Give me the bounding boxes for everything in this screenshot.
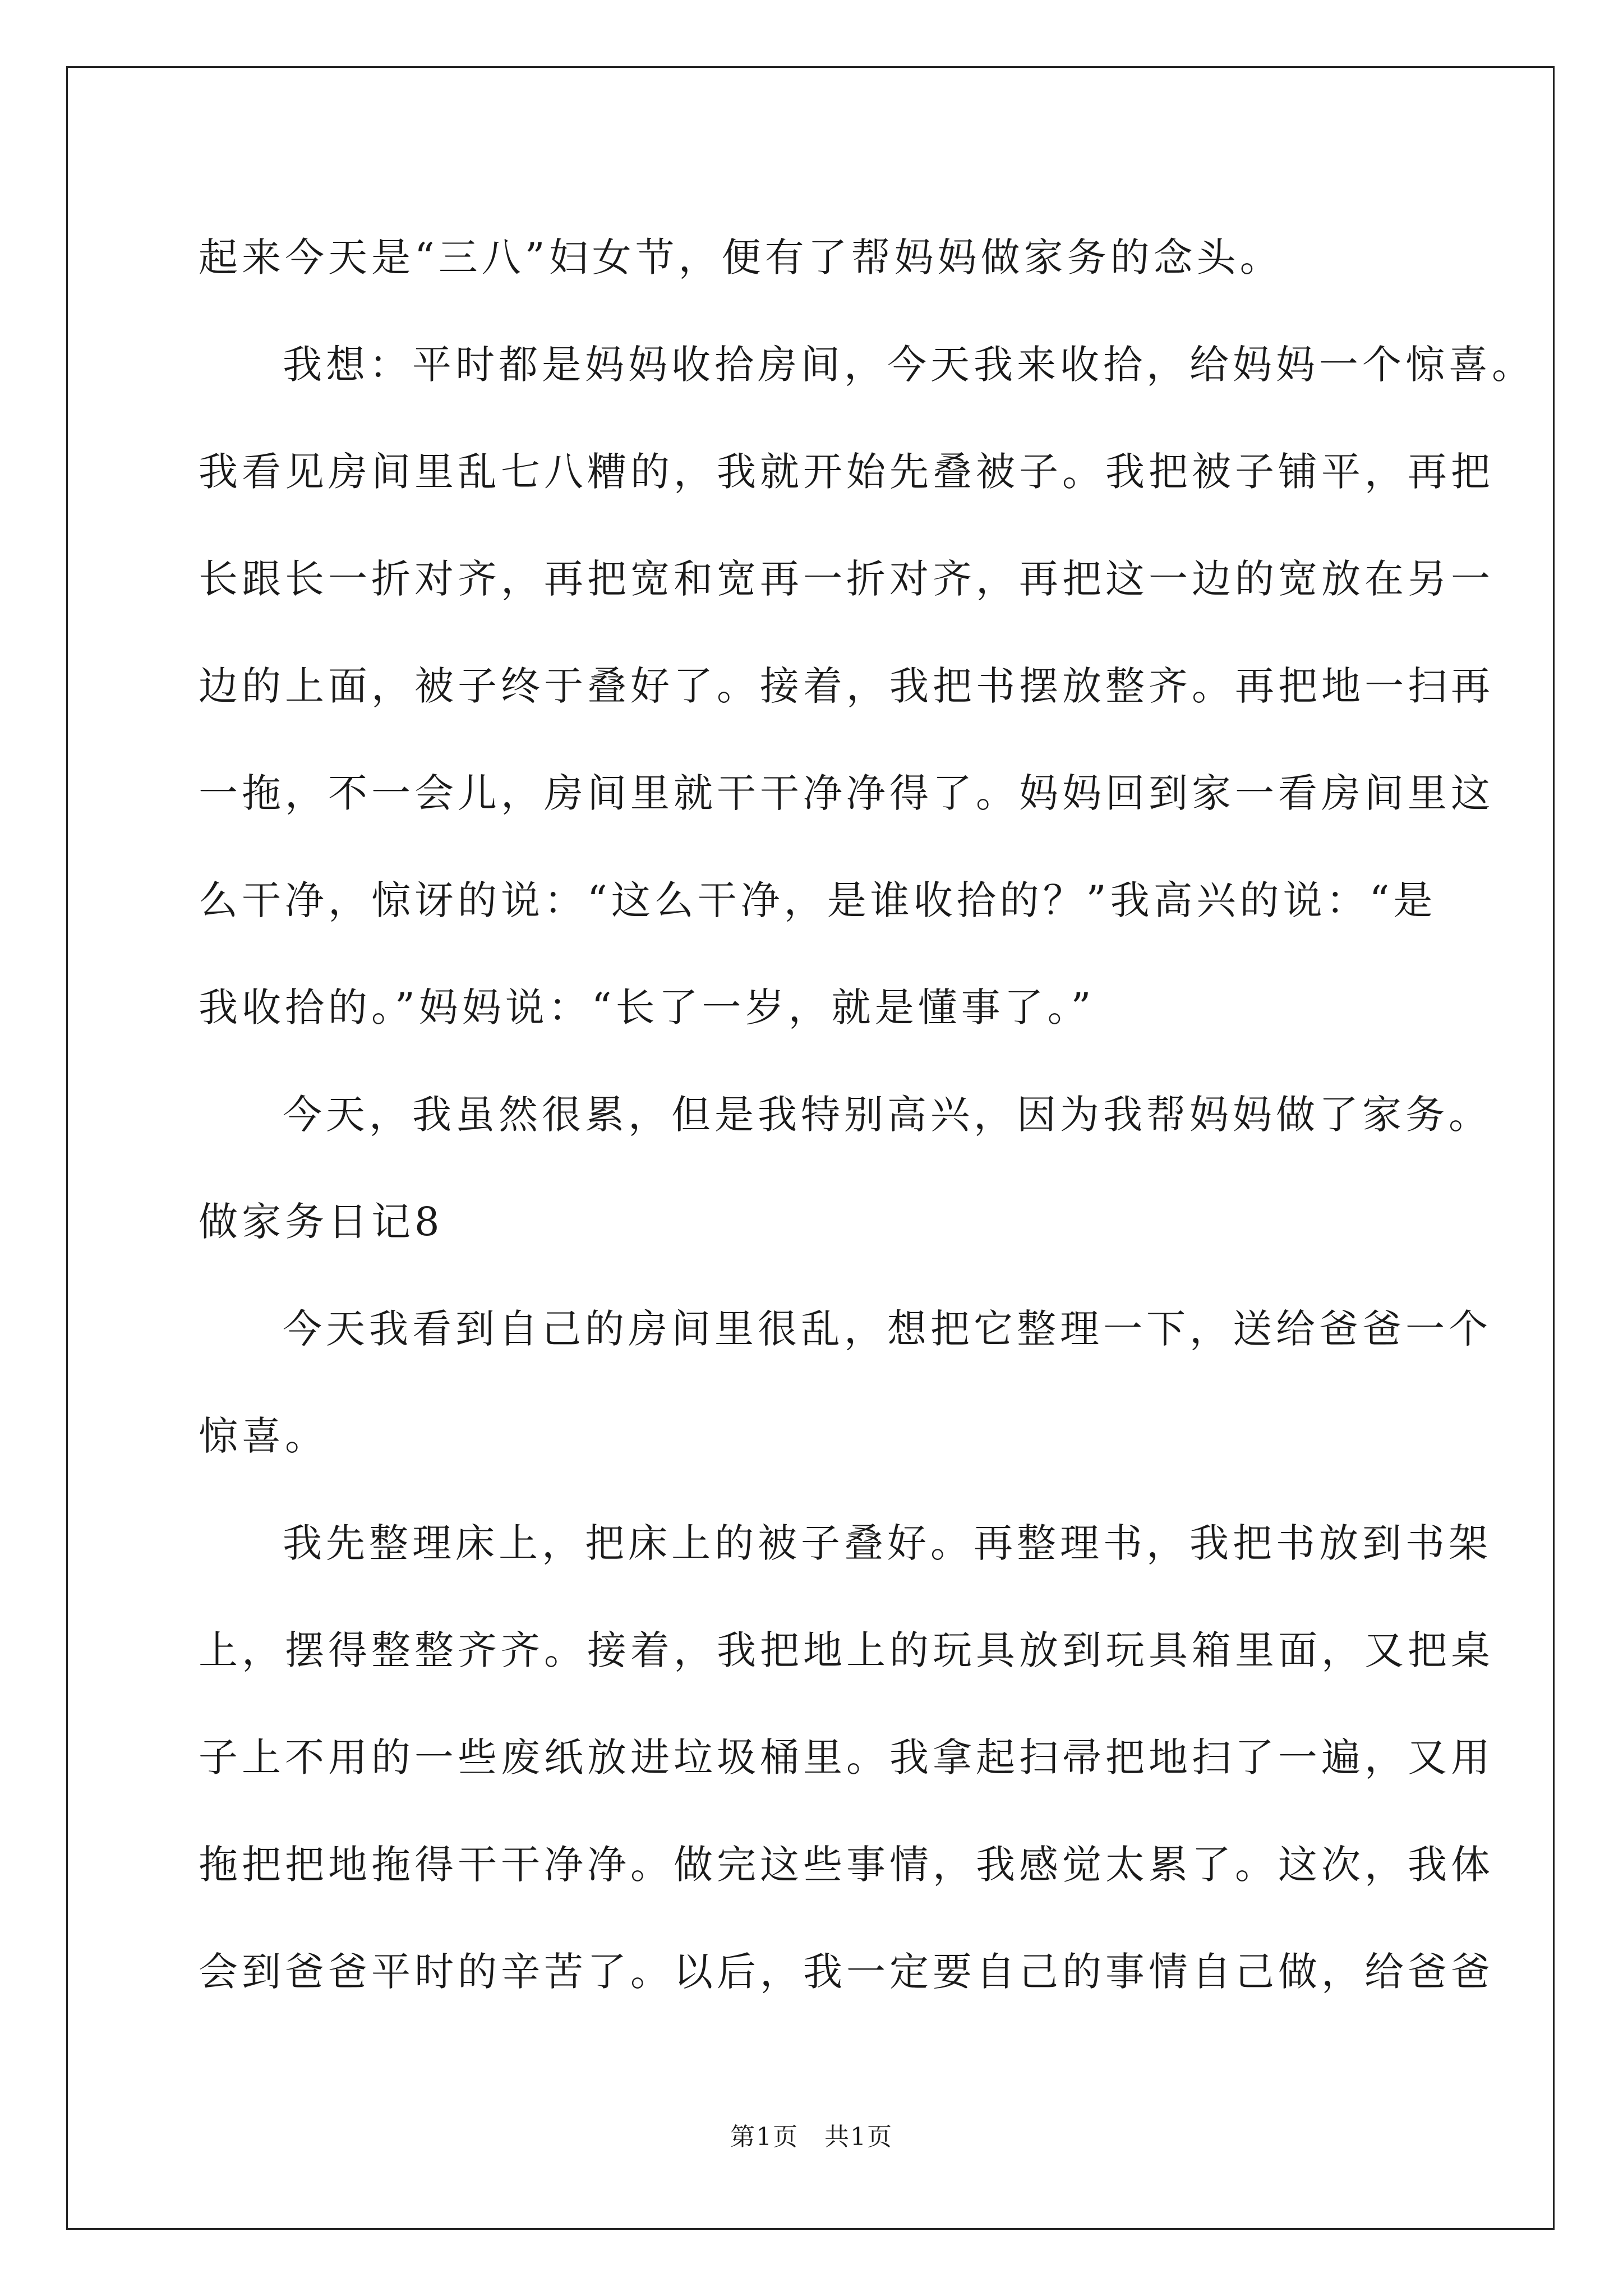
text-line: 边的上面，被子终于叠好了。接着，我把书摆放整齐。再把地一扫再 (199, 663, 1494, 709)
text-line: 一拖，不一会儿，房间里就干干净净得了。妈妈回到家一看房间里这 (199, 770, 1494, 816)
text-line: 长跟长一折对齐，再把宽和宽再一折对齐，再把这一边的宽放在另一 (199, 556, 1494, 602)
document-body (199, 204, 1535, 2026)
text-line: 今天我看到自己的房间里很乱，想把它整理一下，送给爸爸一个 (283, 1306, 1492, 1352)
text-line: 拖把把地拖得干干净净。做完这些事情，我感觉太累了。这次，我体 (199, 1842, 1494, 1888)
text-line: 起来今天是“三八”妇女节，便有了帮妈妈做家务的念头。 (199, 234, 1283, 280)
text-line: 我想：平时都是妈妈收拾房间，今天我来收拾，给妈妈一个惊喜。 (283, 342, 1535, 388)
text-line: 会到爸爸平时的辛苦了。以后，我一定要自己的事情自己做，给爸爸 (199, 1949, 1494, 1995)
page-number-footer: 第1页 共1页 (730, 2123, 893, 2151)
text-line: 惊喜。 (199, 1413, 328, 1459)
text-line: 子上不用的一些废纸放进垃圾桶里。我拿起扫帚把地扫了一遍，又用 (199, 1734, 1494, 1780)
text-line: 么干净，惊讶的说：“这么干净，是谁收拾的？”我高兴的说：“是 (199, 877, 1437, 923)
section-title: 做家务日记8 (199, 1199, 444, 1245)
text-line: 上，摆得整整齐齐。接着，我把地上的玩具放到玩具箱里面，又把桌 (199, 1627, 1494, 1673)
text-line: 我看见房间里乱七八糟的，我就开始先叠被子。我把被子铺平，再把 (199, 449, 1494, 495)
text-line: 我收拾的。”妈妈说：“长了一岁，就是懂事了。” (199, 984, 1095, 1030)
text-line: 今天，我虽然很累，但是我特别高兴，因为我帮妈妈做了家务。 (283, 1092, 1492, 1138)
text-line: 我先整理床上，把床上的被子叠好。再整理书，我把书放到书架 (283, 1520, 1492, 1566)
